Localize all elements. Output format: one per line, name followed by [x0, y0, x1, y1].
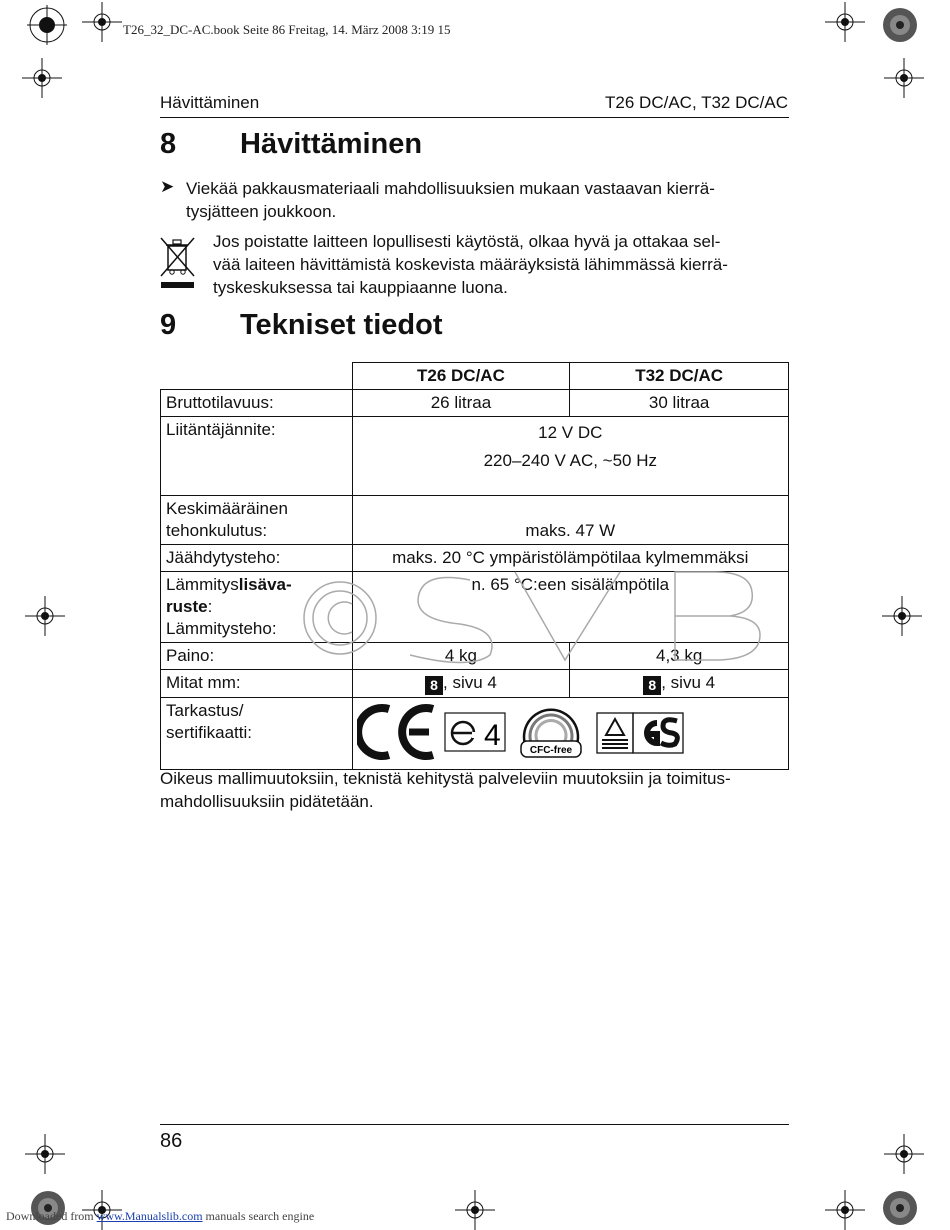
label-line: sertifikaatti: — [166, 723, 252, 742]
running-header-right: T26 DC/AC, T32 DC/AC — [605, 93, 788, 112]
crossed-bin-icon — [158, 234, 198, 294]
gs-mark-icon — [633, 713, 683, 753]
disclaimer-line: Oikeus mallimuutoksiin, teknistä kehitystä palveleviin muutoksiin ja toimitus- — [160, 769, 731, 788]
crosshair-mark-icon — [82, 2, 122, 42]
row-label: Bruttotilavuus: — [161, 390, 353, 417]
bullet-arrow-icon: ➤ — [160, 177, 175, 196]
running-header-left: Hävittäminen — [160, 93, 260, 112]
table-corner-cell — [161, 363, 353, 390]
page-ref: , sivu 4 — [443, 673, 497, 692]
disclaimer-line: mahdollisuuksiin pidätetään. — [160, 792, 374, 811]
download-note — [6, 1209, 314, 1224]
page-number: 86 — [160, 1130, 183, 1152]
download-suffix: manuals search engine — [202, 1209, 315, 1223]
table-cell: maks. 20 °C ympäristölämpötilaa kylmemmäksi — [352, 545, 788, 572]
table-cell: maks. 47 W — [352, 496, 788, 545]
bullet-text — [186, 177, 786, 223]
crosshair-mark-icon — [825, 1190, 865, 1230]
crosshair-mark-icon — [825, 2, 865, 42]
e4-mark-icon — [445, 713, 505, 752]
table-cell — [570, 670, 789, 698]
row-label — [161, 698, 353, 770]
cfc-free-label: CFC-free — [529, 745, 572, 756]
certification-logos — [357, 701, 697, 763]
voltage-ac: 220–240 V AC, ~50 Hz — [483, 451, 658, 470]
voltage-dc: 12 V DC — [538, 423, 603, 442]
disclaimer-text — [160, 767, 792, 813]
disposal-line: Jos poistatte laitteen lopullisesti käytöstä, olkaa hyvä ja ottakaa sel- — [213, 232, 721, 251]
table-cell: 30 litraa — [570, 390, 789, 417]
spec-table — [160, 362, 789, 770]
table-row — [161, 545, 789, 572]
table-row — [161, 643, 789, 670]
certification-cell — [352, 698, 788, 770]
crosshair-mark-icon — [25, 1134, 65, 1174]
section-8-heading — [160, 128, 760, 164]
table-row — [161, 670, 789, 698]
table-cell: 4,3 kg — [570, 643, 789, 670]
crosshair-mark-icon — [25, 596, 65, 636]
cfc-free-icon — [521, 710, 581, 757]
manualslib-link[interactable]: www.Manualslib.com — [96, 1209, 203, 1223]
header-rule — [160, 117, 789, 118]
crosshair-mark-icon — [882, 596, 922, 636]
row-label: Paino: — [161, 643, 353, 670]
section-9-title: Tekniset tiedot — [240, 309, 443, 341]
label-part-bold: lisäva- — [238, 575, 292, 594]
ce-mark-icon — [358, 708, 433, 756]
table-cell: 4 kg — [352, 643, 570, 670]
disposal-line: tyskeskuksessa tai kauppiaanne luona. — [213, 278, 508, 297]
print-info: T26_32_DC-AC.book Seite 86 Freitag, 14. März 2008 3:19 15 — [123, 22, 451, 37]
label-line: Tarkastus/ — [166, 701, 244, 720]
label-part: : — [207, 597, 213, 616]
table-cell: n. 65 °C:een sisälämpötila — [352, 572, 788, 643]
page-ref: , sivu 4 — [661, 673, 716, 692]
bullet-line: tysjätteen joukkoon. — [186, 202, 337, 221]
tuv-product-safety-icon — [597, 713, 633, 753]
table-row — [161, 363, 789, 390]
table-row — [161, 417, 789, 496]
e4-number: 4 — [483, 719, 501, 752]
download-prefix: Downloaded from — [6, 1209, 97, 1223]
row-label — [161, 496, 353, 545]
section-9-number: 9 — [160, 309, 177, 341]
bullet-line: Viekää pakkausmateriaali mahdollisuuksien mukaan vastaavan kierrä- — [186, 179, 715, 198]
footer-rule — [160, 1124, 789, 1125]
section-8-number: 8 — [160, 128, 177, 160]
table-cell — [352, 670, 570, 698]
table-cell: 26 litraa — [352, 390, 570, 417]
label-part: Lämmitys — [166, 575, 239, 594]
figure-ref-badge: 8 — [643, 676, 661, 695]
label-line: tehonkulutus: — [166, 521, 268, 540]
section-9-heading — [160, 309, 760, 345]
sunburst-mark-icon — [880, 5, 920, 45]
crosshair-mark-icon — [455, 1190, 495, 1230]
row-label: Liitäntäjännite: — [161, 417, 353, 496]
label-line — [166, 596, 347, 618]
table-row — [161, 572, 789, 643]
disposal-text — [213, 230, 793, 299]
table-row — [161, 698, 789, 770]
col-header-t32: T32 DC/AC — [570, 363, 789, 390]
label-line — [166, 574, 347, 596]
row-label — [161, 572, 353, 643]
sunburst-mark-icon — [880, 1188, 920, 1228]
table-row — [161, 496, 789, 545]
crosshair-mark-icon — [884, 1134, 924, 1174]
table-row — [161, 390, 789, 417]
table-cell — [352, 417, 788, 496]
label-part-bold: ruste — [166, 597, 208, 616]
col-header-t26: T26 DC/AC — [352, 363, 570, 390]
crosshair-mark-icon — [884, 58, 924, 98]
label-line: Lämmitysteho: — [166, 619, 277, 638]
crosshair-mark-icon — [22, 58, 62, 98]
row-label: Mitat mm: — [161, 670, 353, 698]
label-line: Keskimääräinen — [166, 499, 288, 518]
row-label: Jäähdytysteho: — [161, 545, 353, 572]
registration-mark-icon — [27, 5, 67, 45]
figure-ref-badge: 8 — [425, 676, 443, 695]
section-8-title: Hävittäminen — [240, 128, 423, 160]
disposal-line: vää laiteen hävittämistä koskevista määräyksistä lähimmässä kierrä- — [213, 255, 728, 274]
